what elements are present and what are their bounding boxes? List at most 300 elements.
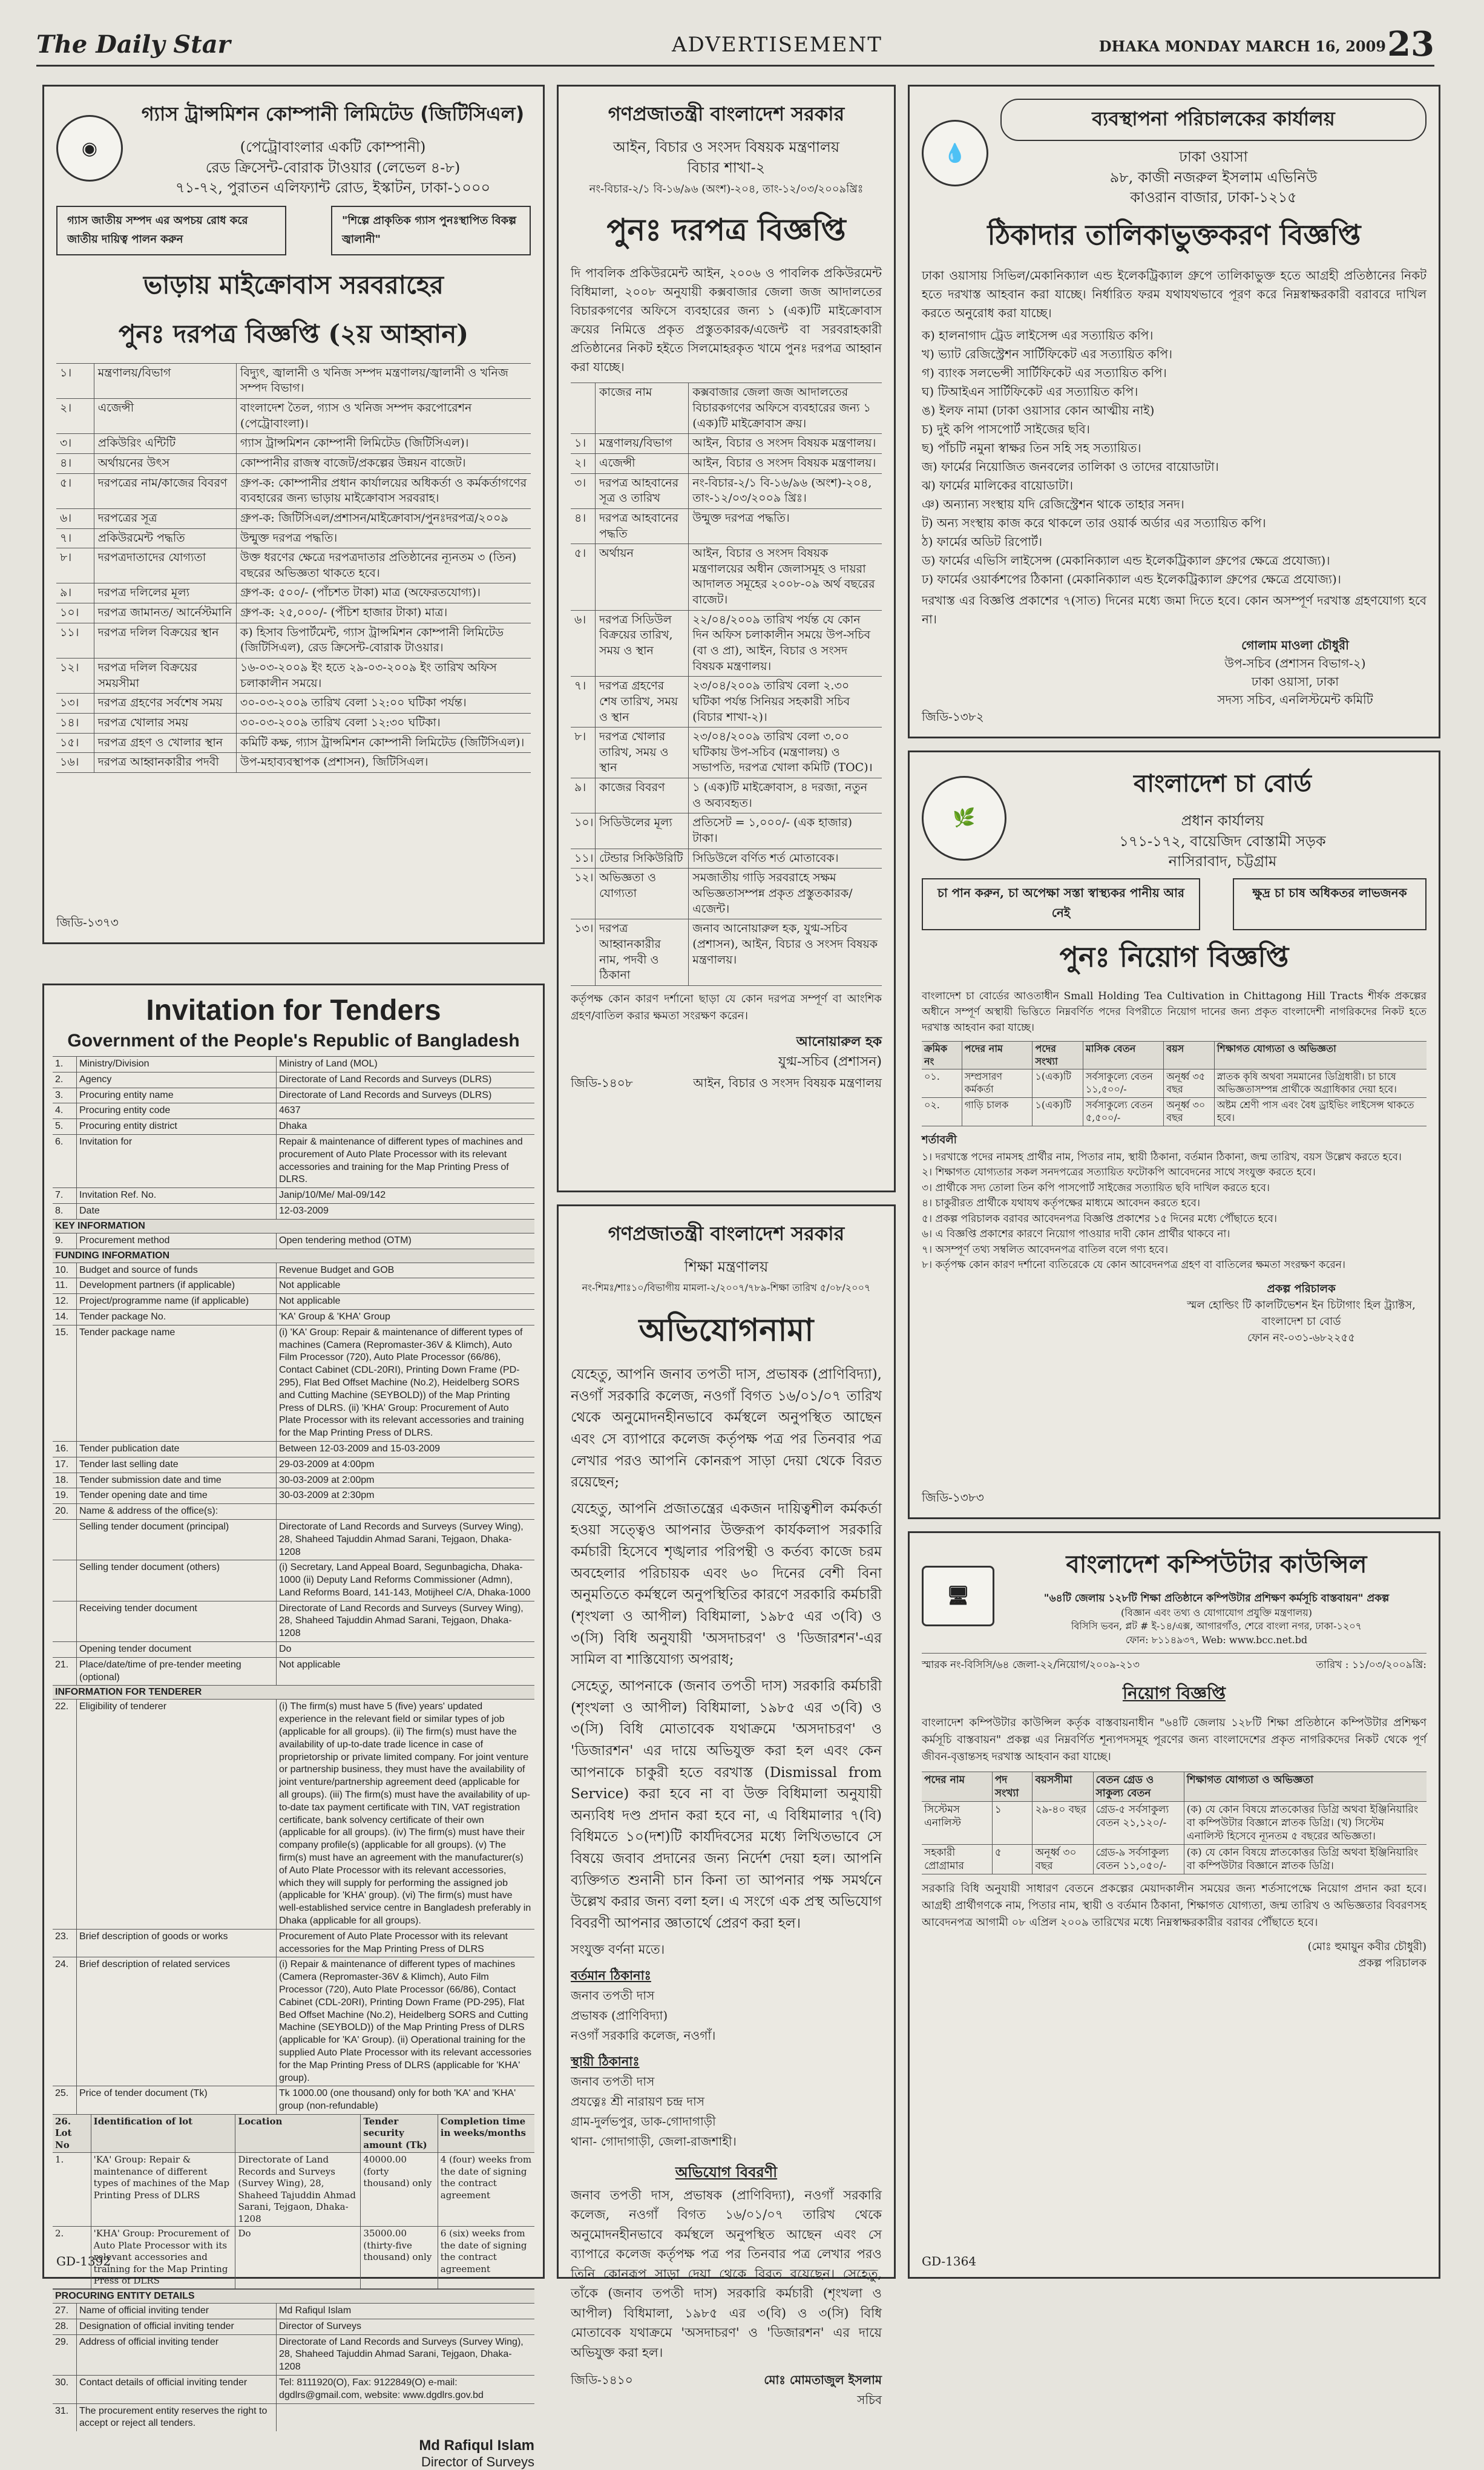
row-number: 6. — [53, 1135, 77, 1187]
table-row — [53, 1263, 534, 1278]
row-number: ৩। — [571, 474, 596, 508]
row-value: গ্রুপ-ক: কোম্পানীর প্রধান কার্যালয়ের অধিকর্তা ও কর্মকর্তাগণের ব্যবহারের জন্য ভাড়ায় মাইক্রোবাস সরবরাহ। — [240, 476, 527, 505]
row-number: 16. — [53, 1442, 77, 1457]
signatory-title: যুগ্ম-সচিব (প্রশাসন) — [778, 1054, 882, 1069]
table-cell: স্নাতক কৃষি অথবা সমমানের ডিগ্রিধারী। চা চাষে অভিজ্ঞতাসম্পন্ন প্রার্থীকে অগ্রাধিকার দেয়া হবে। — [1216, 1071, 1397, 1095]
row-value: সমজাতীয় গাড়ি সরবরাহে সক্ষম অভিজ্ঞতাসম্পন্ন প্রকৃত প্রস্তুতকারক/এজেন্ট। — [692, 871, 853, 916]
row-value: গ্রুপ-ক: ২৫,০০০/- (পঁচিশ হাজার টাকা) মাত্র। — [240, 606, 448, 620]
row-label: Name of official inviting tender — [77, 2304, 277, 2319]
ad-intro: দি পাবলিক প্রকিউরমেন্ট আইন, ২০০৬ ও পাবলিক প্রকিউরমেন্ট বিধিমালা, ২০০৮ অনুযায়ী কক্সবাজার জেলা জজ আদালতের বিচারকগণের অফিসে ব্যবহারের জন্য ১ (এক)টি মাইক্রোবাস ক্রয়ের নিমিত্তে প্রকৃত প্রস্তুতকারক/এজেন্ট বা সরবরাহকারী প্রতিষ্ঠানের নিকট হইতে সিলমোহরকৃত খামে পুনঃ দরপত্র আহ্বান করা যাচ্ছে। — [571, 266, 882, 375]
column-header: পদের সংখ্যা — [1033, 1042, 1083, 1069]
table-row — [56, 548, 531, 583]
ad-subtitle: শিক্ষা মন্ত্রণালয় — [684, 1258, 769, 1275]
row-value: 30-03-2009 at 2:00pm — [279, 1474, 375, 1485]
list-item: ৭। অসম্পূর্ণ তথ্য সম্বলিত আবেদনপত্র বাতিল বলে গণ্য হবে। — [922, 1243, 1169, 1256]
row-label: Tender submission date and time — [77, 1473, 277, 1488]
row-label: Opening tender document — [77, 1642, 277, 1657]
list-item: ঘ) টিআইএন সার্টিফিকেট এর সত্যায়িত কপি। — [922, 384, 1138, 399]
row-value: Not applicable — [279, 1296, 341, 1307]
table-cell: ৫ — [993, 1845, 1033, 1874]
row-label: Budget and source of funds — [77, 1263, 277, 1278]
table-row — [53, 1519, 534, 1560]
address-heading: বর্তমান ঠিকানাঃ — [571, 1967, 651, 1983]
ad-heading: পুনঃ দরপত্র বিজ্ঞপ্তি — [606, 212, 846, 248]
row-value: (i) 'KA' Group: Repair & maintenance of different types of machines (Camera (Repromaster-36V & Klimch), Auto Film Processor (720), Auto Plate Processor (66/86), Contact Cabinet (CDL-20RI), Printing Down Frame (PD-295), Flat Bed Offset Machine (No.2), Heidelberg SORS and Cutting Machine (SEYBOLD)) of the Map Printing Press of DLRS. (ii) 'KHA' Group: Procurement of Auto Plate Processor with its relevant accessories and training for the Map Printing Press of DLRS. — [279, 1327, 524, 1439]
row-label: Tender package name — [77, 1325, 277, 1441]
table-cell: (ক) যে কোন বিষয়ে স্নাতকোত্তর ডিগ্রি অথবা ইঞ্জিনিয়ারিং বা কম্পিউটার বিজ্ঞানে স্নাতক ডিগ্রি। (খ) সিস্টেম এনালিস্ট হিসেবে ন্যূনতম ৫ বছরের অভিজ্ঞতা। — [1186, 1803, 1419, 1843]
job-table — [922, 1041, 1427, 1126]
signatory-title: সচিব — [857, 2392, 882, 2407]
row-label: Place/date/time of pre-tender meeting (optional) — [77, 1658, 277, 1686]
row-number: ৮। — [56, 548, 94, 583]
row-value: উক্ত ধরণের ক্ষেত্রে দরপত্রদাতার প্রতিষ্ঠানের ন্যূনতম ৩ (তিন) বছরের অভিজ্ঞতা থাকতে হবে। — [240, 551, 517, 580]
column-header: শিক্ষাগত যোগ্যতা ও অভিজ্ঞতা — [1216, 1042, 1336, 1054]
ad-education-ministry — [557, 1204, 896, 2407]
row-number: ৫। — [571, 544, 596, 610]
row-label: Price of tender document (Tk) — [77, 2086, 277, 2114]
table-cell: ১(এক)টি — [1033, 1098, 1083, 1126]
column-header: শিক্ষাগত যোগ্যতা ও অভিজ্ঞতা — [1186, 1773, 1314, 1786]
table-row — [53, 1457, 534, 1473]
ad-code: জিডি-১৩৮৩ — [922, 1490, 984, 1505]
table-cell: গ্রেড-৫ সর্বসাকুল্য বেতন ২১,১২০/- — [1094, 1802, 1184, 1844]
table-row — [53, 1657, 534, 1686]
masthead: The Daily Star — [36, 30, 231, 59]
table-row — [53, 1233, 534, 1249]
requirements-list — [922, 326, 1427, 589]
row-label: দরপত্র সিডিউল বিক্রয়ের তারিখ, সময় ও স্থান — [596, 611, 689, 677]
row-value: ২৩/০৪/২০০৯ তারিখ বেলা ৩.০০ ঘটিকায় উপ-সচিব (মন্ত্রণালয়) ও সভাপতি, দরপত্র খোলা কমিটি (TOC)। — [692, 730, 873, 775]
row-label: এজেন্সী — [596, 454, 689, 473]
column-header: বয়সসীমা — [1033, 1772, 1093, 1801]
notice-table — [56, 363, 531, 773]
row-number: 14. — [53, 1310, 77, 1325]
ad-intro: বাংলাদেশ কম্পিউটার কাউন্সিল কর্তৃক বাস্তবায়নাধীন "৬৪টি জেলায় ১২৮টি শিক্ষা প্রতিষ্ঠানে কম্পিউটার প্রশিক্ষণ কর্মসূচি বাস্তবায়ন" প্রকল্প এর নিম্নবর্ণিত শূন্যপদসমূহ পূরণের জন্য বাংলাদেশের প্রকৃত নাগরিকদের নিকট থেকে পূর্ণ জীবন-বৃত্তান্তসহ দরখাস্ত আহবান করা যাচ্ছে। — [922, 1716, 1427, 1763]
row-label: দরপত্র আহবানের সূত্র ও তারিখ — [596, 474, 689, 508]
table-cell: সম্প্রসারণ কর্মকর্তা — [962, 1069, 1033, 1097]
row-number: 20. — [53, 1504, 77, 1519]
paragraph: সেহেতু, আপনাকে (জনাব তপতী দাস) সরকারি কর্মচারী (শৃংখলা ও আপীল) বিধিমালা, ১৯৮৫ এর ৩(বি) ও ৩(সি) বিধি মোতাবেক যথাক্রমে 'অসদাচরণ' ও 'ডিজারশন' এর দায়ে অভিযুক্ত করা হল এবং কেন আপনাকে চাকুরী হতে বরখাস্ত (Dismissal from Service) করা হবে না বা উক্ত বিধিমালা অনুযায়ী অন্যবিধ দণ্ড প্রদান করা হবে না, এ বিধিমালার ৭(বি) বিধিমতে ১০(দশ)টি কার্যদিবসের মধ্যে লিখিতভাবে সে বিষয়ে জবাব প্রদানের জন্য নির্দেশ দেয়া হল। আপনি ব্যক্তিগত শুনানী চান কিনা তা আপনার পক্ষ সমর্থনে উল্লেখ করার জন্য বলা হল। এ সংগে এক প্রস্থ অভিযোগ বিবরণী আপনার জ্ঞাতার্থে প্রেরণ করা হল। — [571, 1678, 882, 1931]
row-value: গ্রুপ-ক: জিটিসিএল/প্রশাসন/মাইক্রোবাস/পুনঃদরপত্র/২০০৯ — [240, 511, 508, 525]
table-cell: ১(এক)টি — [1033, 1069, 1083, 1097]
table-row — [53, 1118, 534, 1134]
ad-title: Invitation for Tenders — [146, 994, 441, 1026]
row-value: (i) Repair & maintenance of different types of machines (Camera (Repromaster-36V & Klimch), Auto Film Processor (720), Auto Plate Processor (66/86), Contact Cabinet (CDL-20RI), Printing Down Frame (PD-295), Flat Bed Offset Machine (No.2), Heidelberg SORS and Cutting Machine (SEYBOLD)) of the Map Printing Press of DLRS (applicable for 'KA' Group). (ii) Operational training for the supplied Auto Plate Processor with its relevant accessories for the Map Printing Press of DLRS (applicable for 'KHA' group). — [279, 1959, 532, 2083]
signatory-org: আইন, বিচার ও সংসদ বিষয়ক মন্ত্রণালয় — [693, 1075, 882, 1090]
list-item: ঙ) ইলফ নামা (ঢাকা ওয়াসার কোন আত্মীয় নাই) — [922, 402, 1155, 418]
signatory-name: (মোঃ হুমায়ুন কবীর চৌধুরী) — [1307, 1940, 1427, 1953]
row-value: প্রতিসেট = ১,০০০/- (এক হাজার) টাকা। — [692, 816, 853, 846]
table-row — [53, 1134, 534, 1187]
ad-title: ব্যবস্থাপনা পরিচালকের কার্যালয় — [1000, 99, 1427, 141]
row-number — [571, 383, 596, 433]
column-header: পদ সংখ্যা — [993, 1772, 1033, 1801]
row-number — [53, 1560, 77, 1600]
row-number: 23. — [53, 1930, 77, 1957]
slogan-right: "শিল্পে প্রাকৃতিক গ্যাস পুনঃস্থাপিত বিকল্প জ্বালানী" — [331, 206, 531, 255]
row-value: Ministry of Land (MOL) — [279, 1059, 378, 1069]
table-row — [571, 508, 882, 544]
row-value: ক) হিসাব ডিপার্টমেন্ট, গ্যাস ট্রান্সমিশন কোম্পানী লিমিটেড (জিটিসিএল), রেড ক্রিসেন্ট-বোরাক টাওয়ার। — [240, 625, 504, 655]
row-number: ১৩। — [571, 919, 596, 985]
table-header — [53, 2114, 534, 2153]
row-value: ২২/০৪/২০০৯ তারিখ পর্যন্ত যে কোন দিন অফিস চলাকালীন সময়ে উপ-সচিব (বা ও প্রা), আইন, বিচার ও সংসদ বিষয়ক মন্ত্রণালয়। — [692, 613, 871, 673]
table-row — [56, 733, 531, 753]
page-header — [36, 24, 1434, 67]
row-label: Ministry/Division — [77, 1057, 277, 1072]
row-label: Designation of official inviting tender — [77, 2319, 277, 2334]
row-number: ১৫। — [56, 734, 94, 753]
row-value: 4637 — [279, 1105, 301, 1116]
row-number: ৯। — [56, 583, 94, 603]
slogan-left: গ্যাস জাতীয় সম্পদ এর অপচয় রোধ করে জাতীয় দায়িত্ব পালন করুন — [56, 206, 286, 255]
table-row — [571, 868, 882, 919]
row-label: Development partners (if applicable) — [77, 1278, 277, 1293]
row-value: 30-03-2009 at 2:30pm — [279, 1490, 375, 1501]
row-label: Procuring entity name — [77, 1088, 277, 1103]
table-cell: 1. — [53, 2153, 91, 2226]
table-row — [571, 473, 882, 508]
column-header: পদের নাম — [962, 1042, 1033, 1069]
paragraph: যেহেতু, আপনি প্রজাতন্ত্রের একজন দায়িত্বশীল কর্মকর্তা হওয়া সত্ত্বেও আপনার উক্তরূপ কার্যকলাপ সরকারি কর্মচারী হিসেবে শৃঙ্খলার পরিপন্থী ও কর্তব্য কাজে চরম অবহেলার পরিচায়ক এবং ৬০ দিনের বেশী বিনা অনুমতিতে কর্মস্থলে অনুপস্থিতির কারণে সরকারি কর্মচারী (শৃংখলা ও আপীল) বিধিমালা, ১৯৮৫ এর ৩(বি) ও ৩(সি) বিধি অনুযায়ী 'অসদাচরণ' ও 'ডিজারশন'-এর সামিল বা শাস্তিযোগ্য অপরাধ; — [571, 1500, 882, 1668]
table-row — [571, 383, 882, 433]
row-label: Invitation Ref. No. — [77, 1188, 277, 1203]
row-label: Tender opening date and time — [77, 1488, 277, 1503]
row-number: 5. — [53, 1119, 77, 1134]
column-header: বেতন গ্রেড ও সাকুল্য বেতন — [1094, 1772, 1184, 1801]
ad-subtitle: প্রধান কার্যালয় — [1181, 812, 1264, 829]
row-label: Brief description of related services — [77, 1957, 277, 2086]
row-number: ১৪। — [56, 714, 94, 733]
row-number: ১২। — [56, 659, 94, 693]
row-label: Tender publication date — [77, 1442, 277, 1457]
table-row — [53, 1957, 534, 2086]
row-label: দরপত্রের সূত্র — [94, 509, 237, 528]
statement: জনাব তপতী দাস, প্রভাষক (প্রাণিবিদ্যা), নওগাঁ সরকারি কলেজ, নওগাঁ বিগত ১৬/০১/০৭ তারিখ থেকে অনুমোদনহীনভাবে কর্মস্থলে অনুপস্থিত আছেন এবং সে ব্যাপারে কলেজ কর্তৃপক্ষ পত্র পর তিনবার পত্র লেখার পরও তিনি কোনরূপ সাড়া দেয়া থেকে বিরত রয়েছেন। সেহেতু, তাঁকে (জনাব তপতী দাস) সরকারি কর্মচারী (শৃংখলা ও আপীল) বিধিমালা, ১৯৮৫ এর ৩(বি) ও ৩(সি) বিধি মোতাবেক যথাক্রমে 'অসদাচরণ' ও 'ডিজারশন' এর দায়ে অভিযুক্ত করা হল। — [571, 2187, 882, 2360]
list-item: ২। শিক্ষাগত যোগ্যতার সকল সনদপত্রের সত্যায়িত ফটোকপি আবেদনের সাথে সংযুক্ত করতে হবে। — [922, 1166, 1316, 1179]
table-cell: অনূর্ধ্ব ৩০ বছর — [1033, 1845, 1093, 1874]
row-label: Invitation for — [77, 1135, 277, 1187]
slogan-left: চা পান করুন, চা অপেক্ষা সস্তা স্বাস্থ্যকর পানীয় আর নেই — [922, 878, 1200, 930]
row-label: অভিজ্ঞতা ও যোগ্যতা — [596, 869, 689, 919]
table-cell: অনূর্ধ্ব ৩০ বছর — [1164, 1098, 1214, 1126]
row-number: 7. — [53, 1188, 77, 1203]
table-row — [56, 508, 531, 528]
list-item: ছ) পাঁচটি নমুনা স্বাক্ষর তিন সহি সহ সত্যায়িত। — [922, 440, 1141, 455]
list-item: ৬। এ বিজ্ঞপ্তি প্রকাশের কারণে নিয়োগ পাওয়ার দাবী কোন প্রার্থীর থাকবে না। — [922, 1228, 1230, 1241]
table-cell: 'KA' Group: Repair & maintenance of different types of machines of the Map Printing Press of DLRS — [91, 2153, 236, 2226]
list-item: ক) হালনাগাদ ট্রেড লাইসেন্স এর সত্যায়িত কপি। — [922, 327, 1154, 343]
column-header: Completion time in weeks/months — [440, 2115, 526, 2139]
row-value: ৩০-০৩-২০০৯ তারিখ বেলা ১২:০০ ঘটিকা পর্যন্ত। — [240, 696, 467, 710]
row-value: ১ (এক)টি মাইক্রোবাস, ৪ দরজা, নতুন ও অব্যবহৃত। — [692, 781, 868, 810]
signatory-org: স্মল হোল্ডিং টি কালটিভেশন ইন চিটাগাং হিল ট্র্যাক্টস, বাংলাদেশ চা বোর্ড — [1187, 1298, 1416, 1328]
ad-subtitle: (বিজ্ঞান এবং তথ্য ও যোগাযোগ প্রযুক্তি মন্ত্রণালয়) — [1121, 1606, 1312, 1618]
row-label: মন্ত্রণালয়/বিভাগ — [596, 434, 689, 453]
row-value: Directorate of Land Records and Surveys (Survey Wing), 28, Shaheed Tajuddin Ahmad Sarani, Tejgaon, Dhaka-1208 — [279, 1603, 524, 1639]
slogan-right: ক্ষুদ্র চা চাষ অধিকতর লাভজনক — [1233, 878, 1427, 930]
gtcl-logo-icon: ◉ — [56, 115, 123, 182]
column-header: 26. Lot No — [53, 2115, 91, 2153]
table-row — [53, 1503, 534, 1519]
column-header: ক্রমিক নং — [922, 1042, 962, 1069]
ad-subtitle: বিসিসি ভবন, প্লট # ই-১৪/এক্স, আগারগাঁও, শেরে বাংলা নগর, ঢাকা-১২০৭ — [1071, 1620, 1362, 1632]
row-number: 17. — [53, 1457, 77, 1473]
list-item: চ) দুই কপি পাসপোর্ট সাইজের ছবি। — [922, 421, 1090, 436]
ad-subtitle: কাওরান বাজার, ঢাকা-১২১৫ — [1130, 189, 1297, 206]
job-table — [922, 1772, 1427, 1875]
table-cell: ১ — [993, 1802, 1033, 1844]
row-number: ৮। — [571, 728, 596, 778]
ad-note: কর্তৃপক্ষ কোন কারণ দর্শানো ছাড়া যে কোন দরপত্র সম্পূর্ণ বা আংশিক গ্রহণ/বাতিল করার ক্ষমতা সংরক্ষণ করেন। — [571, 992, 882, 1022]
tender-table — [53, 1699, 534, 2114]
row-label: Date — [77, 1204, 277, 1219]
signatory-title: প্রকল্প পরিচালক — [1358, 1956, 1427, 1969]
table-row — [922, 1069, 1427, 1097]
row-label: দরপত্র খোলার সময় — [94, 714, 237, 733]
wasa-logo-icon: 💧 — [922, 120, 988, 186]
ad-title: গণপ্রজাতন্ত্রী বাংলাদেশ সরকার — [608, 1222, 845, 1245]
notice-table — [571, 383, 882, 985]
row-label: Eligibility of tenderer — [77, 1700, 277, 1928]
row-value: Between 12-03-2009 and 15-03-2009 — [279, 1443, 440, 1454]
row-number: 4. — [53, 1103, 77, 1118]
table-row — [56, 658, 531, 693]
ad-title: বাংলাদেশ কম্পিউটার কাউন্সিল — [1066, 1551, 1367, 1578]
row-value: Not applicable — [279, 1659, 341, 1670]
table-cell: ০১. — [922, 1069, 962, 1097]
row-label: Project/programme name (if applicable) — [77, 1294, 277, 1309]
row-number: 19. — [53, 1488, 77, 1503]
ad-code: GD-1392 — [56, 2254, 111, 2268]
memo-ref: স্মারক নং-বিসিসি/৬৪ জেলা-২২/নিয়োগ/২০০৯-২১৩ — [922, 1658, 1140, 1671]
row-number: ৩। — [56, 434, 94, 453]
table-row — [53, 1641, 534, 1657]
signatory-title: প্রকল্প পরিচালক — [1267, 1282, 1336, 1295]
table-cell: ০২. — [922, 1098, 962, 1126]
ad-heading: নিয়োগ বিজ্ঞপ্তি — [1122, 1683, 1226, 1703]
table-cell: 35000.00 (thirty-five thousand) only — [361, 2227, 438, 2288]
row-label: অর্থায়ন — [596, 544, 689, 610]
table-row — [56, 453, 531, 473]
table-cell: 4 (four) weeks from the date of signing the contract agreement — [440, 2154, 532, 2201]
address-block: জনাব তপতী দাস প্রভাষক (প্রাণিবিদ্যা) নওগাঁ সরকারি কলেজ, নওগাঁ। — [571, 1988, 716, 2043]
row-number: 27. — [53, 2304, 77, 2319]
ad-invitation-for-tenders — [42, 984, 545, 2470]
row-value — [277, 1504, 534, 1519]
row-label: Tender package No. — [77, 1310, 277, 1325]
row-value: জনাব আনোয়ারুল হক, যুগ্ম-সচিব (প্রশাসন), আইন, বিচার ও সংসদ বিষয়ক মন্ত্রণালয়। — [692, 922, 878, 967]
row-number: 30. — [53, 2376, 77, 2403]
row-label: এজেন্সী — [94, 399, 237, 433]
ad-outro: সরকারি বিধি অনুযায়ী সাধারণ বেতনে প্রকল্পের মেয়াদকালীন সময়ের জন্য শর্তসাপেক্ষে নিয়োগ প্রদান করা হবে। আগ্রহী প্রার্থীগণকে নাম, পিতার নাম, স্থায়ী ও বর্তমান ঠিকানা, শিক্ষাগত যোগ্যতা, জন্ম তারিখ ও অভিজ্ঞতার বিবরণসহ আবেদনপত্র আগামী ০৮ এপ্রিল ২০০৯ তারিখের মধ্যে নিম্নস্বাক্ষরকারীর বরাবর পৌঁছাতে হবে। — [922, 1882, 1427, 1930]
list-item: ড) ফার্মের এভিসি লাইসেন্স (মেকানিক্যাল এন্ড ইলেকট্রিক্যাল গ্রুপের ক্ষেত্রে প্রযোজ্য)। — [922, 553, 1330, 568]
tender-table — [53, 1056, 534, 1219]
ad-heading: ঠিকাদার তালিকাভুক্তকরণ বিজ্ঞপ্তি — [987, 218, 1361, 251]
table-row — [56, 363, 531, 398]
row-label: Address of official inviting tender — [77, 2335, 277, 2375]
column-header: Identification of lot — [91, 2115, 236, 2153]
ad-law-ministry — [557, 85, 896, 1192]
row-value: উন্মুক্ত দরপত্র পদ্ধতি। — [240, 531, 338, 545]
row-number: 12. — [53, 1294, 77, 1309]
ad-gas-transmission — [42, 85, 545, 944]
attachment-note: সংযুক্ত বর্ণনা মতে। — [571, 1942, 665, 1957]
row-label: প্রকিউরিং এন্টিটি — [94, 434, 237, 453]
table-row — [53, 1278, 534, 1293]
table-row — [56, 623, 531, 658]
table-row — [56, 473, 531, 508]
section-label: ADVERTISEMENT — [672, 33, 882, 57]
row-label: Procurement method — [77, 1233, 277, 1249]
table-row — [53, 1103, 534, 1118]
list-item: খ) ভ্যাট রেজিস্ট্রেশন সার্টিফিকেট এর সত্যায়িত কপি। — [922, 346, 1173, 361]
row-value: কমিটি কক্ষ, গ্যাস ট্রান্সমিশন কোম্পানী লিমিটেড (জিটিসিএল)। — [240, 735, 525, 749]
row-number: ২। — [571, 454, 596, 473]
list-item: ৩। প্রার্থীকে সদ্য তোলা তিন কপি পাসপোর্ট সাইজের সত্যায়িত ছবি দাখিল করতে হবে। — [922, 1181, 1270, 1194]
table-row — [53, 1056, 534, 1072]
table-row — [56, 583, 531, 603]
ad-title: গণপ্রজাতন্ত্রী বাংলাদেশ সরকার — [608, 102, 845, 125]
memo-ref: নং-শিমঃ/শাঃ১০/বিভাগীয় মামলা-২/২০০৭/৭৮৯-শিক্ষা তারিখ ৫/০৮/২০০৭ — [582, 1281, 871, 1293]
row-label: দরপত্রদাতাদের যোগ্যতা — [94, 548, 237, 583]
table-row — [53, 1309, 534, 1325]
table-row — [56, 528, 531, 548]
column-header: Tender security amount (Tk) — [361, 2115, 438, 2153]
list-item: ঠ) ফার্মের অডিট রিপোর্ট। — [922, 534, 1042, 549]
table-row — [571, 453, 882, 473]
table-row — [571, 610, 882, 677]
row-value: গ্যাস ট্রান্সমিশন কোম্পানী লিমিটেড (জিটিসিএল)। — [240, 436, 469, 450]
page-number: 23 — [1387, 24, 1434, 64]
row-value: Directorate of Land Records and Surveys (DLRS) — [279, 1074, 492, 1085]
ad-title: গ্যাস ট্রান্সমিশন কোম্পানী লিমিটেড (জিটিসিএল) — [141, 102, 525, 125]
row-label: দরপত্র গ্রহণের শেষ তারিখ, সময় ও স্থান — [596, 677, 689, 727]
row-value: Directorate of Land Records and Surveys (DLRS) — [279, 1089, 492, 1100]
row-label: Brief description of goods or works — [77, 1930, 277, 1957]
ad-intro: ঢাকা ওয়াসায় সিভিল/মেকানিক্যাল এন্ড ইলেকট্রিক্যাল গ্রুপে তালিকাভুক্ত হতে আগ্রহী প্রতিষ্ঠানের নিকট হতে দরখাস্ত আহবান করা যাচ্ছে। নির্ধারিত ফরম যথাযথভাবে পূরণ করে নিম্নস্বাক্ষরকারী বরাবরে দাখিল করতে অনুরোধ করা যাচ্ছে। — [922, 268, 1427, 320]
column-header: মাসিক বেতন — [1083, 1042, 1164, 1069]
bcc-logo-icon: 🖥 — [922, 1566, 994, 1626]
table-row — [53, 1088, 534, 1103]
column-header: পদের নাম — [922, 1772, 993, 1801]
row-label: মন্ত্রণালয়/বিভাগ — [94, 364, 237, 398]
row-number — [53, 1642, 77, 1657]
row-label: দরপত্রের নাম/কাজের বিবরণ — [94, 474, 237, 508]
table-row — [56, 433, 531, 453]
table-cell: সর্বসাকুল্যে বেতন ৫,৫০০/- — [1083, 1098, 1164, 1126]
ad-heading: ভাড়ায় মাইক্রোবাস সরবরাহের — [143, 269, 444, 300]
ad-dhaka-wasa — [908, 85, 1440, 738]
row-label: দরপত্র দলিলের মূল্য — [94, 583, 237, 603]
row-value: 12-03-2009 — [279, 1205, 329, 1216]
ad-subtitle: (পেট্রোবাংলার একটি কোম্পানী) — [240, 139, 426, 156]
table-cell: ২৯-৪০ বছর — [1033, 1802, 1093, 1844]
row-label: Procuring entity district — [77, 1119, 277, 1134]
row-value: Not applicable — [279, 1280, 341, 1291]
ad-code: জিডি-১৩৭৩ — [56, 915, 119, 930]
row-number: 2. — [53, 1072, 77, 1088]
row-number — [53, 1520, 77, 1560]
ad-computer-council — [908, 1531, 1440, 2279]
table-row — [53, 1072, 534, 1088]
row-label: দরপত্র আহবানের পদ্ধতি — [596, 509, 689, 544]
lot-table — [53, 2114, 534, 2289]
list-item: ঝ) ফার্মের মালিকের বায়োডাটা। — [922, 478, 1074, 493]
paragraph: যেহেতু, আপনি জনাব তপতী দাস, প্রভাষক (প্রাণিবিদ্যা), নওগাঁ সরকারি কলেজ, নওগাঁ বিগত ১৬/০১/০৭ তারিখ থেকে অনুমোদনহীনভাবে কর্মস্থলে অনুপস্থিত আছেন এবং সে ব্যাপারে কলেজ কর্তৃপক্ষ পত্র পর তিনবার পত্র লেখার পরও আপনি কোনরূপ সাড়া দেয়া থেকে বিরত রয়েছেন; — [571, 1366, 882, 1491]
row-label: কাজের বিবরণ — [596, 778, 689, 813]
row-value: Tk 1000.00 (one thousand) only for both 'KA' and 'KHA' group (non-refundable) — [279, 2088, 516, 2112]
ad-code: জিডি-১৩৮২ — [922, 709, 984, 724]
row-value: সিডিউলে বর্ণিত শর্ত মোতাবেক। — [692, 851, 839, 865]
row-number: 15. — [53, 1325, 77, 1441]
row-number: 10. — [53, 1263, 77, 1278]
row-value: Dhaka — [279, 1121, 307, 1132]
signatory-name: মোঃ মোমতাজুল ইসলাম — [764, 2372, 882, 2387]
table-row — [56, 752, 531, 773]
table-row — [571, 849, 882, 869]
table-row — [571, 778, 882, 813]
list-item: ৪। চাকুরীরত প্রার্থীকে যথাযথ কর্তৃপক্ষের মাধ্যমে আবেদন করতে হবে। — [922, 1197, 1200, 1210]
statement-heading: অভিযোগ বিবরণী — [675, 2163, 778, 2181]
signatory-name: Md Rafiqul Islam — [419, 2437, 534, 2454]
table-cell: 40000.00 (forty thousand) only — [361, 2153, 438, 2226]
table-row — [922, 1801, 1427, 1844]
row-value: (i) Secretary, Land Appeal Board, Segunbagicha, Dhaka-1000 (ii) Deputy Land Reforms Commissioner (Admn), Land Reforms Board, 141-143, Motijheel C/A, Dhaka-1000 — [279, 1562, 531, 1598]
ad-outro: দরখাস্ত এর বিজ্ঞপ্তি প্রকাশের ৭(সাত) দিনের মধ্যে জমা দিতে হবে। কোন অসম্পূর্ণ দরখাস্ত গ্রহণযোগ্য হবে না। — [922, 593, 1427, 626]
ad-subtitle: ১৭১-১৭২, বায়েজিদ বোস্তামী সড়ক — [1119, 832, 1326, 850]
signatory-name: গোলাম মাওলা চৌধুরী — [1241, 637, 1349, 652]
table-row — [53, 2086, 534, 2114]
tea-board-logo-icon: 🌿 — [922, 776, 1006, 861]
row-label: Procuring entity code — [77, 1103, 277, 1118]
row-value: বিদ্যুৎ, জ্বালানী ও খনিজ সম্পদ মন্ত্রণালয়/জ্বালানী ও খনিজ সম্পদ বিভাগ। — [240, 366, 508, 395]
ad-heading: পুনঃ নিয়োগ বিজ্ঞপ্তি — [1059, 940, 1289, 973]
row-label: টেন্ডার সিকিউরিটি — [596, 849, 689, 869]
list-item: জ) ফার্মের নিয়োজিত জনবলের তালিকা ও তাদের বায়োডাটা। — [922, 459, 1219, 474]
row-number: 3. — [53, 1088, 77, 1103]
row-number: ১০। — [56, 603, 94, 623]
row-number: 8. — [53, 1204, 77, 1219]
dateline: DHAKA MONDAY MARCH 16, 2009 — [1098, 38, 1386, 55]
row-label: দরপত্র গ্রহণের সর্বশেষ সময় — [94, 694, 237, 713]
table-row — [571, 433, 882, 453]
ad-subtitle: Government of the People's Republic of Bangladesh — [67, 1031, 520, 1051]
row-label: Tender last selling date — [77, 1457, 277, 1473]
row-number: 22. — [53, 1700, 77, 1928]
table-row — [53, 2375, 534, 2403]
row-value: ২৩/০৪/২০০৯ তারিখ বেলা ২.৩০ ঘটিকা পর্যন্ত সিনিয়র সহকারী সচিব (বিচার শাখা-২)। — [692, 679, 850, 724]
row-value — [277, 2404, 534, 2432]
table-cell: সর্বসাকুল্যে বেতন ১১,৫০০/- — [1083, 1069, 1164, 1097]
row-label: সিডিউলের মূল্য — [596, 813, 689, 848]
ad-title: বাংলাদেশ চা বোর্ড — [1134, 770, 1312, 798]
list-item: ৮। কর্তৃপক্ষ কোন কারণ দর্শানো ব্যতিরেকে যে কোন আবেদনপত্র গ্রহণ বা বাতিলের ক্ষমতা সংরক্ষণ করেন। — [922, 1259, 1345, 1272]
column-header: বয়স — [1164, 1042, 1214, 1069]
terms-list — [922, 1150, 1427, 1273]
section-heading: KEY INFORMATION — [53, 1219, 534, 1233]
row-value: কক্সবাজার জেলা জজ আদালতের বিচারকগণের অফিসে ব্যবহারের জন্য ১ (এক)টি মাইক্রোবাস ক্রয়। — [692, 386, 871, 430]
row-value: Procurement of Auto Plate Processor with its relevant accessories for the Map Printing Press of DLRS — [279, 1931, 508, 1954]
tender-table — [53, 1263, 534, 1686]
row-label: দরপত্র দলিল বিক্রয়ের সময়সীমা — [94, 659, 237, 693]
table-cell: গাড়ি চালক — [962, 1098, 1033, 1126]
row-label: The procurement entity reserves the right to accept or reject all tenders. — [77, 2404, 277, 2432]
memo-date: তারিখ : ১১/০৩/২০০৯খ্রি: — [1316, 1658, 1427, 1671]
signatory-title: Director of Surveys — [421, 2454, 534, 2470]
ad-subtitle: রেড ক্রিসেন্ট-বোরাক টাওয়ার (লেভেল ৪-৮) — [205, 159, 461, 176]
row-number: ১। — [571, 434, 596, 453]
